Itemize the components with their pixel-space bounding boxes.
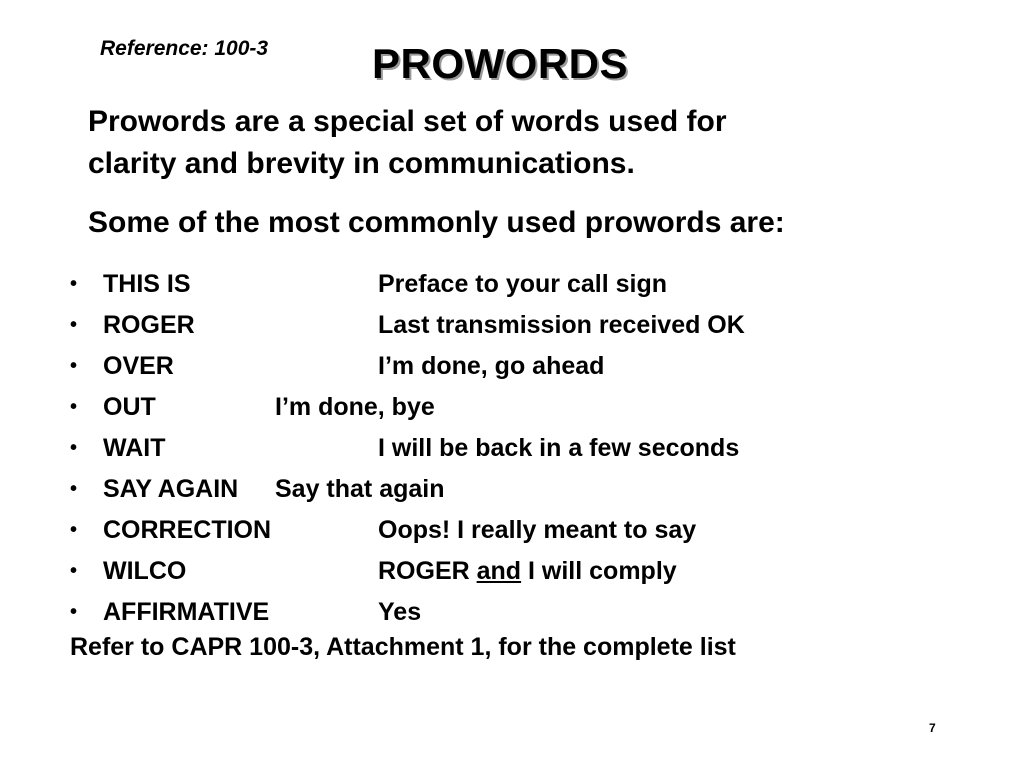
bullet-icon: • (70, 601, 78, 623)
proword-definition: Say that again (275, 475, 445, 503)
bullet-icon: • (70, 560, 78, 582)
underlined-and: and (476, 557, 522, 585)
definition-text-after: I will comply (521, 557, 677, 585)
intro-line-2: clarity and brevity in communications. (88, 147, 635, 180)
footer-note: Refer to CAPR 100-3, Attachment 1, for the complete list (70, 633, 736, 661)
proword-definition: I’m done, go ahead (378, 352, 605, 380)
intro-paragraph (88, 101, 727, 185)
proword-term: SAY AGAIN (103, 475, 239, 503)
page-number: 7 (929, 721, 936, 735)
proword-term: OUT (103, 393, 156, 421)
bullet-icon: • (70, 437, 78, 459)
reference-label: Reference: 100-3 (100, 37, 269, 60)
bullet-icon: • (70, 355, 78, 377)
proword-definition: Last transmission received OK (378, 311, 745, 339)
intro-lead-in: Some of the most commonly used prowords are: (88, 206, 785, 239)
bullet-icon: • (70, 478, 78, 500)
bullet-icon: • (70, 519, 78, 541)
proword-term: THIS IS (103, 270, 191, 298)
proword-definition: Oops! I really meant to say (378, 516, 697, 544)
bullet-icon: • (70, 396, 78, 418)
proword-definition: Yes (378, 598, 422, 626)
proword-term: WILCO (103, 557, 187, 585)
bullet-icon: • (70, 273, 78, 295)
bullet-icon: • (70, 314, 78, 336)
proword-definition (378, 551, 677, 592)
proword-definition: I will be back in a few seconds (378, 434, 740, 462)
proword-term: AFFIRMATIVE (103, 598, 270, 626)
proword-term: ROGER (103, 311, 195, 339)
slide-title: PROWORDS (372, 40, 628, 87)
proword-term: WAIT (103, 434, 166, 462)
definition-text-before: ROGER (378, 557, 477, 585)
proword-definition: I’m done, bye (275, 393, 435, 421)
proword-term: CORRECTION (103, 516, 272, 544)
proword-term: OVER (103, 352, 174, 380)
intro-line-1: Prowords are a special set of words used for (88, 105, 727, 138)
proword-definition: Preface to your call sign (378, 270, 667, 298)
